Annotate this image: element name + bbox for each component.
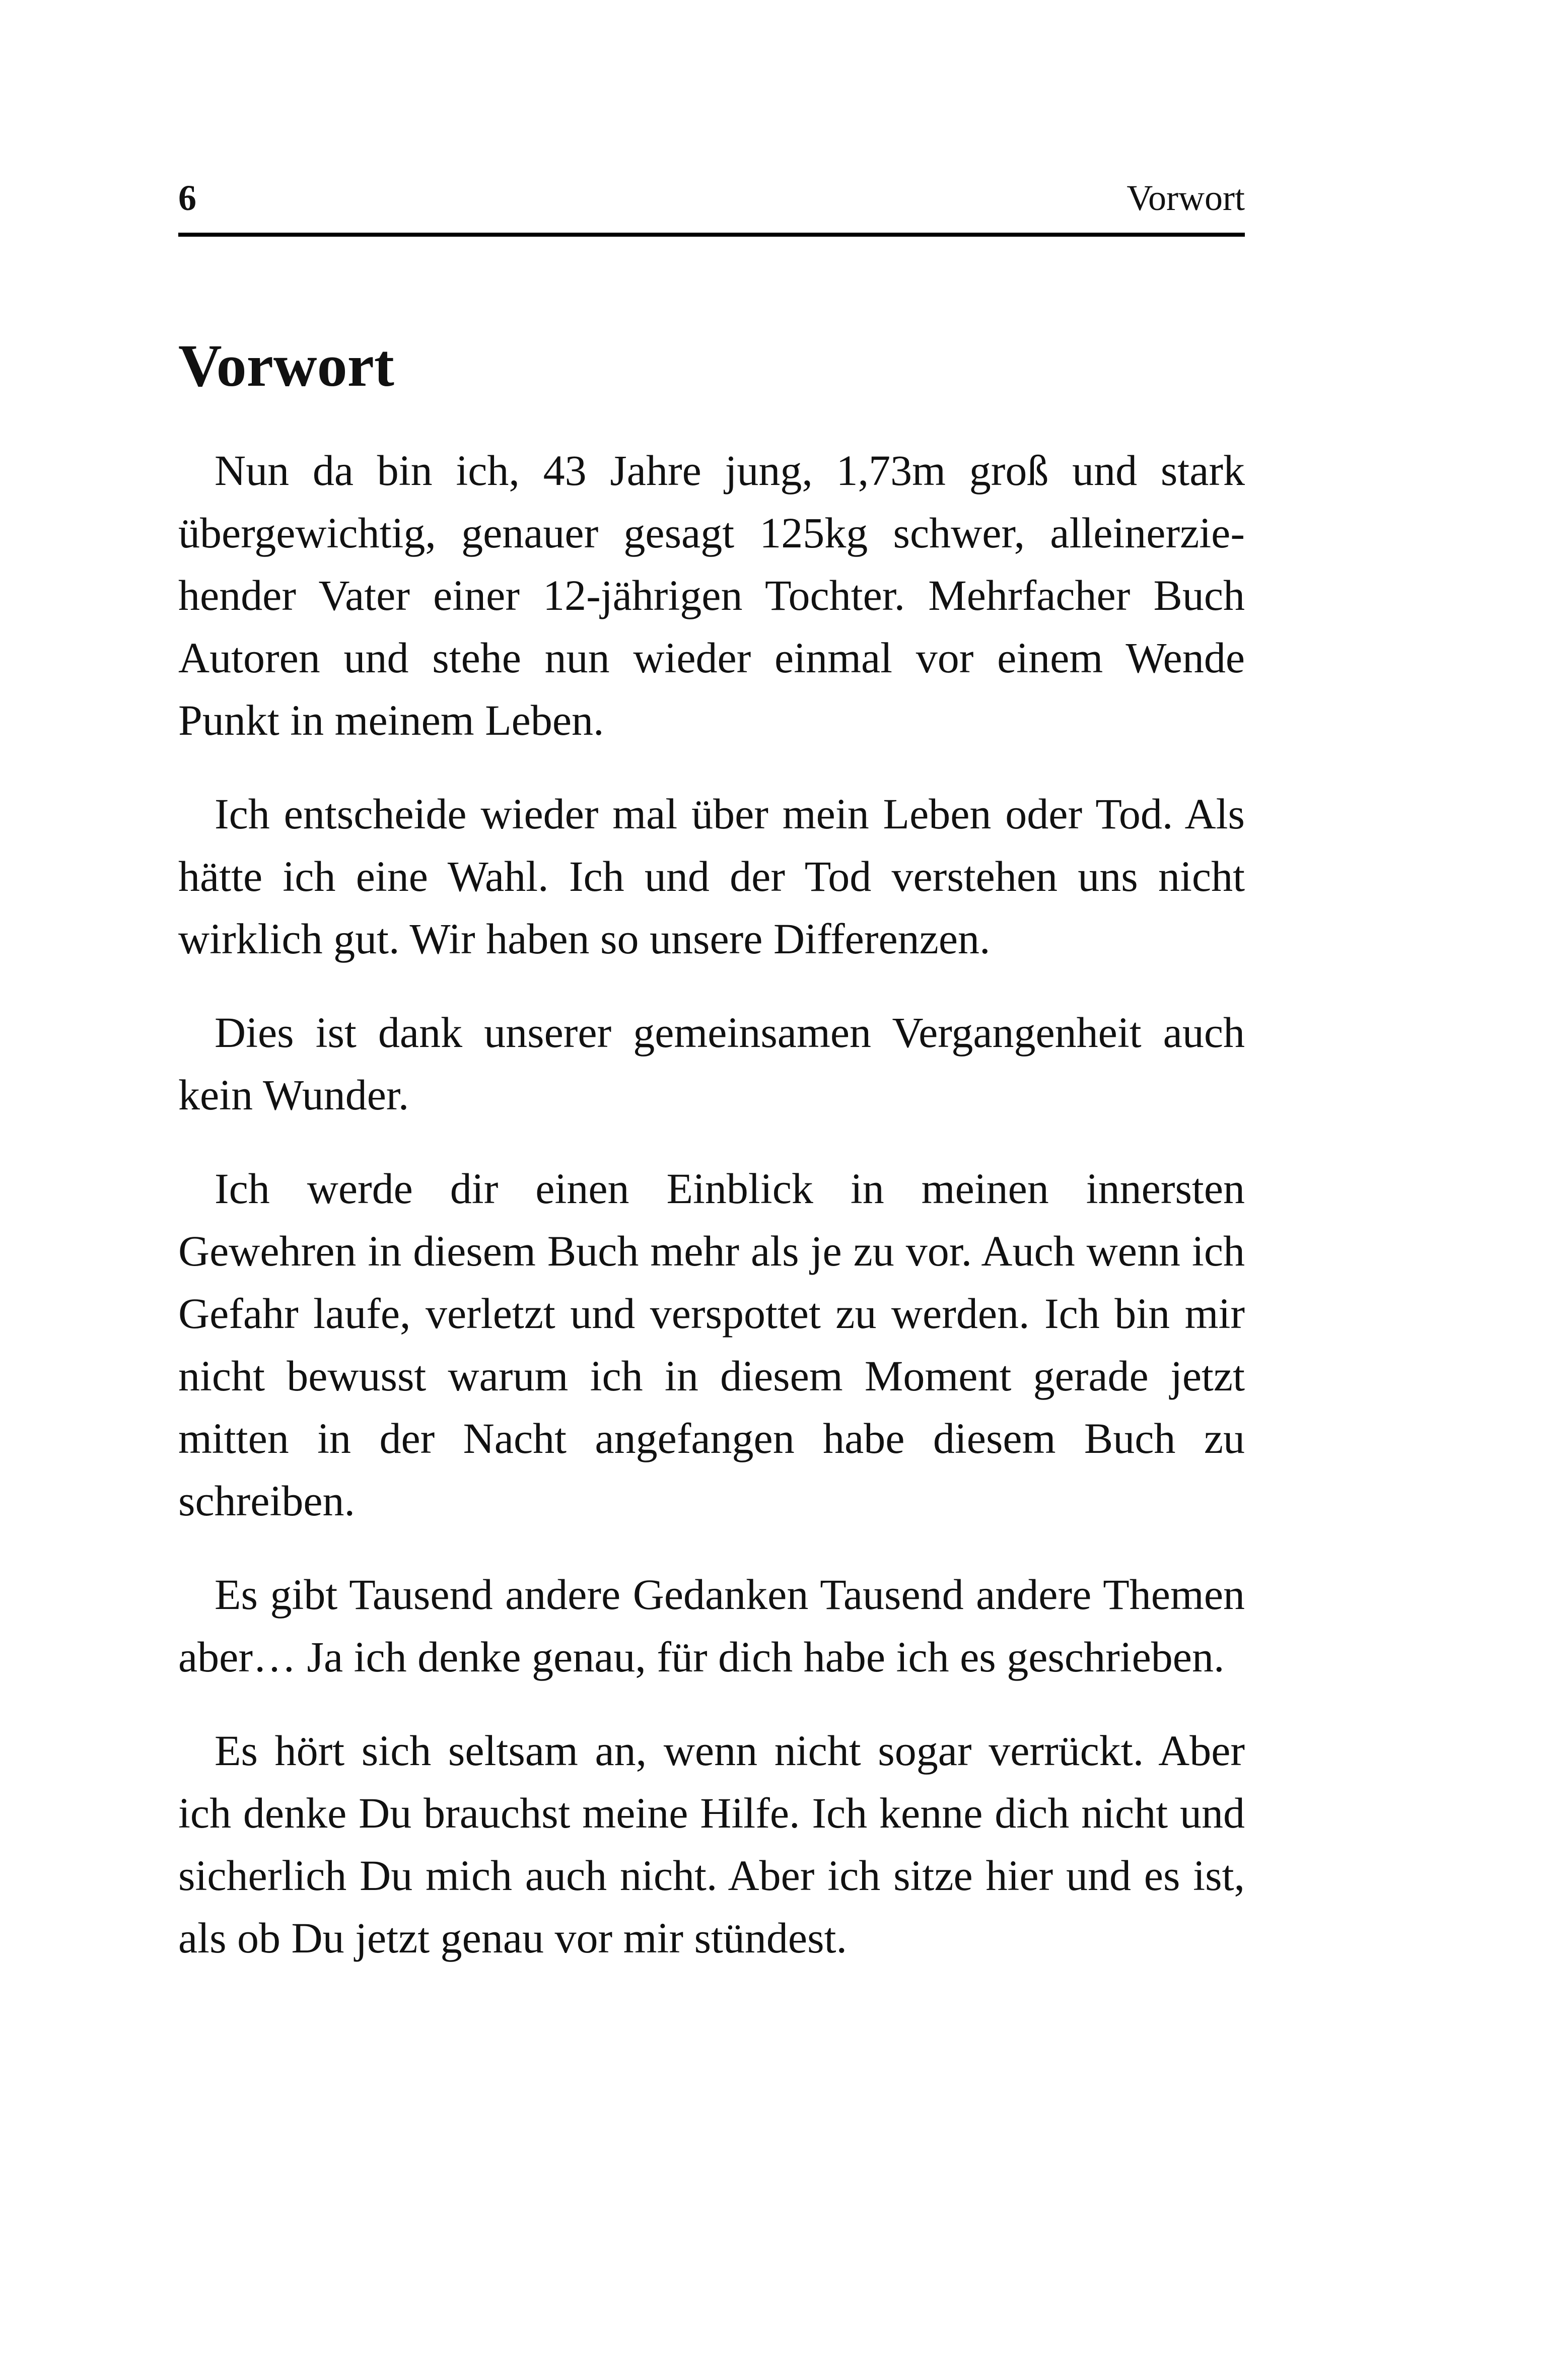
header-rule — [178, 233, 1245, 237]
paragraph-5: Es gibt Tausend andere Gedanken Tausend andere Themen aber… Ja ich denke genau, für dich habe ich es geschrieben. — [178, 1570, 1245, 1681]
paragraph-4: Ich werde dir einen Einblick in meinen innersten Gewehren in diesem Buch mehr als je zu vor. Auch wenn ich Gefahr laufe, verletzt und verspottet zu werden. Ich bin mir nicht bewusst warum ich in diesem Moment gerade jetzt mitten in der Nacht angefangen habe diesem Buch zu schreiben. — [178, 1164, 1245, 1525]
body-text — [178, 439, 1245, 2000]
paragraph-6: Es hört sich seltsam an, wenn nicht sogar verrückt. Aber ich denke Du brauchst meine Hilfe. Ich kenne dich nicht und sicherlich Du mich auch nicht. Aber ich sitze hier und es ist, als ob Du jetzt genau vor mir stündest. — [178, 1726, 1245, 1962]
running-title: Vorwort — [1126, 178, 1245, 218]
running-header — [178, 174, 1245, 219]
paragraph-1: Nun da bin ich, 43 Jahre jung, 1,73m groß und stark übergewichtig, genauer gesagt 125kg schwer, alleinerziehender Vater einer 12-jährigen Tochter. Mehrfacher Buch Autoren und stehe nun wieder einmal vor einem Wende Punkt in meinem Leben. — [178, 446, 1245, 744]
chapter-title: Vorwort — [178, 332, 394, 399]
paragraph-3: Dies ist dank unserer gemeinsamen Vergangenheit auch kein Wunder. — [178, 1008, 1245, 1119]
paragraph-2: Ich entscheide wieder mal über mein Leben oder Tod. Als hätte ich eine Wahl. Ich und der Tod verstehen uns nicht wirklich gut. Wir haben so unsere Differenzen. — [178, 790, 1245, 963]
page-number: 6 — [178, 178, 196, 218]
